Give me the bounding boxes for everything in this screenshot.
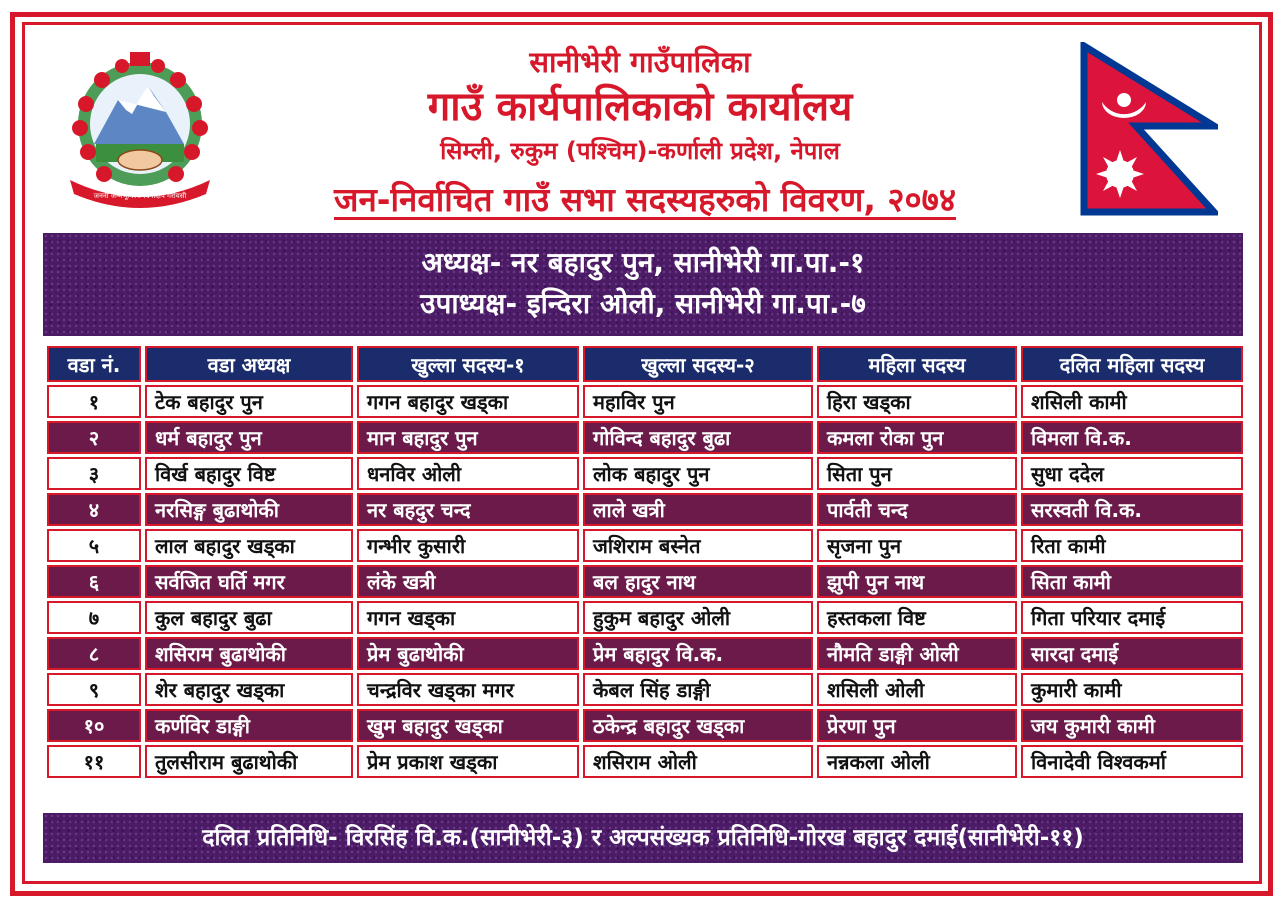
table-row xyxy=(47,745,1243,778)
office-address: सिम्ली, रुकुम (पश्चिम)-कर्णाली प्रदेश, नेपाल xyxy=(440,137,840,165)
nepal-flag-icon xyxy=(1080,42,1218,216)
cell-open-member-1: लंके खत्री xyxy=(357,565,579,598)
cell-dalit-woman-member: शसिली कामी xyxy=(1021,385,1243,418)
cell-woman-member: प्रेरणा पुन xyxy=(817,709,1017,742)
table-header-row xyxy=(47,346,1243,382)
cell-open-member-2: लाले खत्री xyxy=(583,493,813,526)
table-row xyxy=(47,565,1243,598)
cell-dalit-woman-member: रिता कामी xyxy=(1021,529,1243,562)
cell-open-member-1: मान बहादुर पुन xyxy=(357,421,579,454)
cell-ward-number: ६ xyxy=(47,565,141,598)
column-header-ward: वडा नं. xyxy=(47,346,141,382)
cell-woman-member: हस्तकला विष्ट xyxy=(817,601,1017,634)
cell-woman-member: सिता पुन xyxy=(817,457,1017,490)
cell-open-member-1: गगन खड्का xyxy=(357,601,579,634)
table-row xyxy=(47,601,1243,634)
cell-woman-member: सृजना पुन xyxy=(817,529,1017,562)
cell-open-member-2: केबल सिंह डाङ्गी xyxy=(583,673,813,706)
cell-woman-member: शसिली ओली xyxy=(817,673,1017,706)
column-header-open-member-1: खुल्ला सदस्य-१ xyxy=(357,346,579,382)
vice-chair-info: उपाध्यक्ष- इन्दिरा ओली, सानीभेरी गा.पा.-७ xyxy=(420,287,866,320)
cell-ward-number: ५ xyxy=(47,529,141,562)
cell-open-member-1: चन्द्रविर खड्का मगर xyxy=(357,673,579,706)
cell-ward-chair: विर्ख बहादुर विष्ट xyxy=(145,457,353,490)
cell-ward-number: २ xyxy=(47,421,141,454)
document-title: जन-निर्वाचित गाउँ सभा सदस्यहरुको विवरण, २०७४ xyxy=(333,180,956,219)
column-header-dalit-woman-member: दलित महिला सदस्य xyxy=(1021,346,1243,382)
cell-ward-chair: कर्णविर डाङ्गी xyxy=(145,709,353,742)
cell-ward-chair: सर्वजित घर्ति मगर xyxy=(145,565,353,598)
cell-dalit-woman-member: सरस्वती वि.क. xyxy=(1021,493,1243,526)
table-row xyxy=(47,421,1243,454)
cell-woman-member: नौमति डाङ्गी ओली xyxy=(817,637,1017,670)
cell-dalit-woman-member: सारदा दमाई xyxy=(1021,637,1243,670)
ward-members-table xyxy=(43,343,1247,781)
cell-dalit-woman-member: गिता परियार दमाई xyxy=(1021,601,1243,634)
table-row xyxy=(47,637,1243,670)
cell-woman-member: हिरा खड्का xyxy=(817,385,1017,418)
table-row xyxy=(47,457,1243,490)
cell-open-member-2: जशिराम बस्नेत xyxy=(583,529,813,562)
cell-woman-member: नन्नकला ओली xyxy=(817,745,1017,778)
cell-woman-member: कमला रोका पुन xyxy=(817,421,1017,454)
cell-ward-number: ४ xyxy=(47,493,141,526)
cell-dalit-woman-member: सुधा ददेल xyxy=(1021,457,1243,490)
representatives-info: दलित प्रतिनिधि- विरसिंह वि.क.(सानीभेरी-३) र अल्पसंख्यक प्रतिनिधि-गोरख बहादुर दमाई(सानीभेरी-११) xyxy=(202,825,1084,851)
municipality-name: सानीभेरी गाउँपालिका xyxy=(529,45,751,79)
cell-woman-member: झुपी पुन नाथ xyxy=(817,565,1017,598)
leadership-banner xyxy=(43,233,1243,336)
cell-dalit-woman-member: विनादेवी विश्वकर्मा xyxy=(1021,745,1243,778)
cell-open-member-2: ठकेन्द्र बहादुर खड्का xyxy=(583,709,813,742)
cell-ward-number: १० xyxy=(47,709,141,742)
column-header-ward-chair: वडा अध्यक्ष xyxy=(145,346,353,382)
cell-dalit-woman-member: विमला वि.क. xyxy=(1021,421,1243,454)
cell-open-member-2: लोक बहादुर पुन xyxy=(583,457,813,490)
cell-dalit-woman-member: सिता कामी xyxy=(1021,565,1243,598)
cell-ward-chair: तुलसीराम बुढाथोकी xyxy=(145,745,353,778)
table-row xyxy=(47,709,1243,742)
cell-open-member-2: शसिराम ओली xyxy=(583,745,813,778)
cell-open-member-1: खुम बहादुर खड्का xyxy=(357,709,579,742)
cell-open-member-1: प्रेम बुढाथोकी xyxy=(357,637,579,670)
table-row xyxy=(47,493,1243,526)
cell-open-member-1: नर बहदुर चन्द xyxy=(357,493,579,526)
table-row xyxy=(47,529,1243,562)
cell-ward-number: ७ xyxy=(47,601,141,634)
cell-open-member-2: हुकुम बहादुर ओली xyxy=(583,601,813,634)
cell-woman-member: पार्वती चन्द xyxy=(817,493,1017,526)
cell-ward-chair: धर्म बहादुर पुन xyxy=(145,421,353,454)
cell-open-member-2: बल हादुर नाथ xyxy=(583,565,813,598)
cell-ward-chair: टेक बहादुर पुन xyxy=(145,385,353,418)
cell-ward-chair: शसिराम बुढाथोकी xyxy=(145,637,353,670)
cell-ward-number: ८ xyxy=(47,637,141,670)
cell-ward-number: ११ xyxy=(47,745,141,778)
cell-open-member-1: गगन बहादुर खड्का xyxy=(357,385,579,418)
cell-open-member-1: प्रेम प्रकाश खड्का xyxy=(357,745,579,778)
cell-open-member-2: प्रेम बहादुर वि.क. xyxy=(583,637,813,670)
cell-open-member-2: गोविन्द बहादुर बुढा xyxy=(583,421,813,454)
cell-ward-chair: लाल बहादुर खड्का xyxy=(145,529,353,562)
table-row xyxy=(47,673,1243,706)
cell-ward-chair: नरसिङ्ग बुढाथोकी xyxy=(145,493,353,526)
nepal-emblem-icon xyxy=(56,52,224,208)
chair-info: अध्यक्ष- नर बहादुर पुन, सानीभेरी गा.पा.-१ xyxy=(421,246,865,279)
column-header-woman-member: महिला सदस्य xyxy=(817,346,1017,382)
cell-open-member-1: गन्भीर कुसारी xyxy=(357,529,579,562)
cell-dalit-woman-member: जय कुमारी कामी xyxy=(1021,709,1243,742)
cell-ward-number: १ xyxy=(47,385,141,418)
cell-dalit-woman-member: कुमारी कामी xyxy=(1021,673,1243,706)
svg-text:जननी जन्मभूमिश्च स्वर्गादपि गर: जननी जन्मभूमिश्च स्वर्गादपि गरीयसी xyxy=(93,192,187,200)
cell-ward-chair: शेर बहादुर खड्का xyxy=(145,673,353,706)
cell-ward-number: ३ xyxy=(47,457,141,490)
cell-open-member-2: महाविर पुन xyxy=(583,385,813,418)
office-name: गाउँ कार्यपालिकाको कार्यालय xyxy=(427,84,853,130)
column-header-open-member-2: खुल्ला सदस्य-२ xyxy=(583,346,813,382)
representatives-banner xyxy=(43,813,1243,863)
cell-open-member-1: धनविर ओली xyxy=(357,457,579,490)
cell-ward-chair: कुल बहादुर बुढा xyxy=(145,601,353,634)
cell-ward-number: ९ xyxy=(47,673,141,706)
table-row xyxy=(47,385,1243,418)
